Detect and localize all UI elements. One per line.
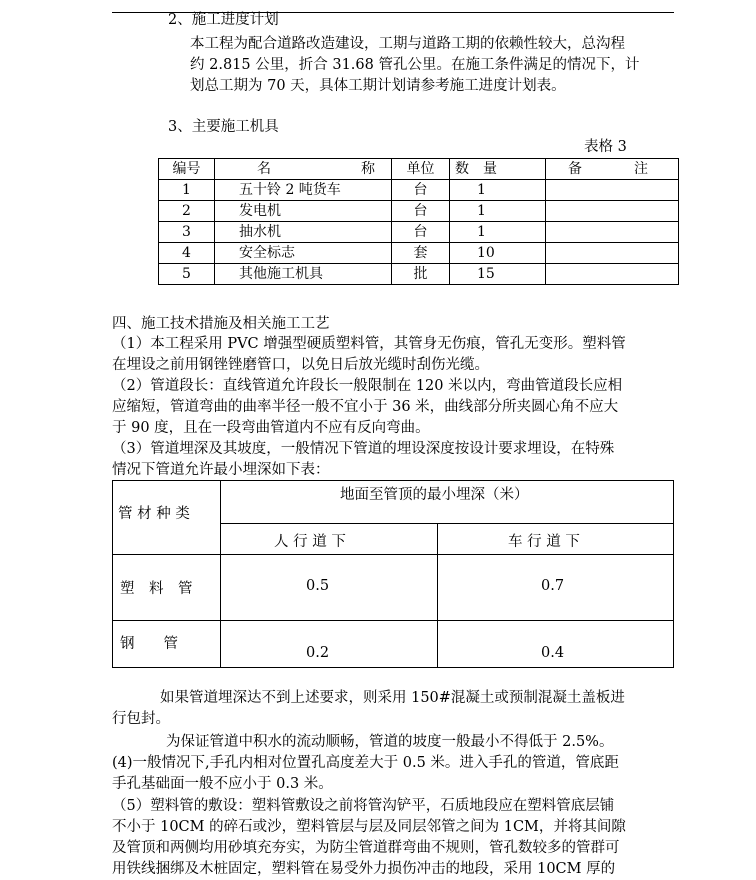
row-note xyxy=(546,243,679,264)
section2-line-3: 划总工期为 70 天，具体工期计划请参考施工进度计划表。 xyxy=(190,78,566,94)
after-line-8: 及管顶和两侧均用砂填充夯实，为防尘管道群弯曲不规则，管孔数较多的管群可 xyxy=(112,840,620,856)
after-line-3: 为保证管道中积水的流动顺畅，管道的坡度一般最小不得低于 2.5%。 xyxy=(166,734,614,750)
table-row xyxy=(159,201,679,222)
header-name-b: 称 xyxy=(361,161,375,177)
header-note-b: 注 xyxy=(634,161,648,177)
section4-line-6: （3）管道埋深及其坡度，一般情况下管道的埋设深度按设计要求埋设，在特殊 xyxy=(112,441,615,457)
row-unit: 台 xyxy=(392,180,450,201)
row-note xyxy=(546,222,679,243)
row2-v1: 0.2 xyxy=(306,645,330,661)
row-qty: 1 xyxy=(450,201,546,222)
table-row xyxy=(159,180,679,201)
table-row xyxy=(159,222,679,243)
row-name: 抽水机 xyxy=(215,222,392,243)
top-header-label: 地面至管顶的最小埋深（米） xyxy=(340,487,529,503)
header-qty: 数 量 xyxy=(450,159,546,180)
section4-heading: 四、施工技术措施及相关施工工艺 xyxy=(112,316,330,332)
row-note xyxy=(546,180,679,201)
row-qty: 10 xyxy=(450,243,546,264)
row-qty: 1 xyxy=(450,180,546,201)
col2-label: 车 行 道 下 xyxy=(508,534,580,550)
section4-line-5: 于 90 度，且在一段弯曲管道内不应有反向弯曲。 xyxy=(112,420,430,436)
header-num: 编号 xyxy=(159,159,215,180)
after-line-7: 不小于 10CM 的碎石或沙，塑料管层与层及同层邻管之间为 1CM，并将其间隙 xyxy=(112,819,626,835)
after-line-4: (4)一般情况下,手孔内相对位置孔高度差大于 0.5 米。进入手孔的管道，管底距 xyxy=(112,755,619,771)
after-line-9: 用铁线捆绑及木桩固定，塑料管在易受外力损伤冲击的地段，采用 10CM 厚的 xyxy=(112,861,616,877)
table-caption: 表格 3 xyxy=(584,139,627,155)
row2-label: 钢 管 xyxy=(120,636,178,652)
row-qty: 15 xyxy=(450,264,546,285)
header-note-a: 备 xyxy=(568,161,582,177)
section4-line-3: （2）管道段长：直线管道允许段长一般限制在 120 米以内，弯曲管道段长应相 xyxy=(112,378,623,394)
header-name-a: 名 xyxy=(257,161,271,177)
col1-label: 人 行 道 下 xyxy=(274,534,346,550)
table-row xyxy=(159,264,679,285)
row-name: 其他施工机具 xyxy=(215,264,392,285)
row-unit: 台 xyxy=(392,222,450,243)
table-header-row xyxy=(159,159,679,180)
row-unit: 套 xyxy=(392,243,450,264)
row-num: 2 xyxy=(159,201,215,222)
row2-v2: 0.4 xyxy=(541,645,565,661)
row-unit: 台 xyxy=(392,201,450,222)
header-name xyxy=(215,159,392,180)
row-name: 五十铃 2 吨货车 xyxy=(215,180,392,201)
row-note xyxy=(546,264,679,285)
after-line-6: （5）塑料管的敷设：塑料管敷设之前将管沟铲平，石质地段应在塑料管底层铺 xyxy=(112,798,615,814)
burial-depth-table xyxy=(112,480,674,668)
after-line-1: 如果管道埋深达不到上述要求，则采用 150#混凝土或预制混凝土盖板进 xyxy=(160,690,625,706)
row1-label: 塑 料 管 xyxy=(120,581,193,597)
section4-line-7: 情况下管道允许最小埋深如下表： xyxy=(112,462,330,478)
row-unit: 批 xyxy=(392,264,450,285)
section2-heading: 2、施工进度计划 xyxy=(168,12,279,28)
row-num: 1 xyxy=(159,180,215,201)
row-num: 5 xyxy=(159,264,215,285)
row-name: 安全标志 xyxy=(215,243,392,264)
row-num: 3 xyxy=(159,222,215,243)
row-num: 4 xyxy=(159,243,215,264)
header-note xyxy=(546,159,679,180)
row-qty: 1 xyxy=(450,222,546,243)
row1-v2: 0.7 xyxy=(541,578,565,594)
equipment-table xyxy=(158,158,679,285)
section2-line-2: 约 2.815 公里，折合 31.68 管孔公里。在施工条件满足的情况下，计 xyxy=(190,57,640,73)
row1-v1: 0.5 xyxy=(306,578,330,594)
section2-line-1: 本工程为配合道路改造建设，工期与道路工期的依赖性较大，总沟程 xyxy=(190,36,625,52)
section4-line-1: （1）本工程采用 PVC 增强型硬质塑料管，其管身无伤痕，管孔无变形。塑料管 xyxy=(112,336,626,352)
after-line-2: 行包封。 xyxy=(112,711,170,727)
section4-line-4: 应缩短，管道弯曲的曲率半径一般不宜小于 36 米，曲线部分所夹圆心角不应大 xyxy=(112,399,619,415)
header-unit: 单位 xyxy=(392,159,450,180)
table-row xyxy=(159,243,679,264)
section3-heading: 3、主要施工机具 xyxy=(168,119,279,135)
row-note xyxy=(546,201,679,222)
corner-label: 管 材 种 类 xyxy=(118,506,190,522)
after-line-5: 手孔基础面一般不应小于 0.3 米。 xyxy=(112,776,333,792)
section4-line-2: 在埋设之前用钢锉锉磨管口，以免日后放光缆时刮伤光缆。 xyxy=(112,357,489,373)
row-name: 发电机 xyxy=(215,201,392,222)
